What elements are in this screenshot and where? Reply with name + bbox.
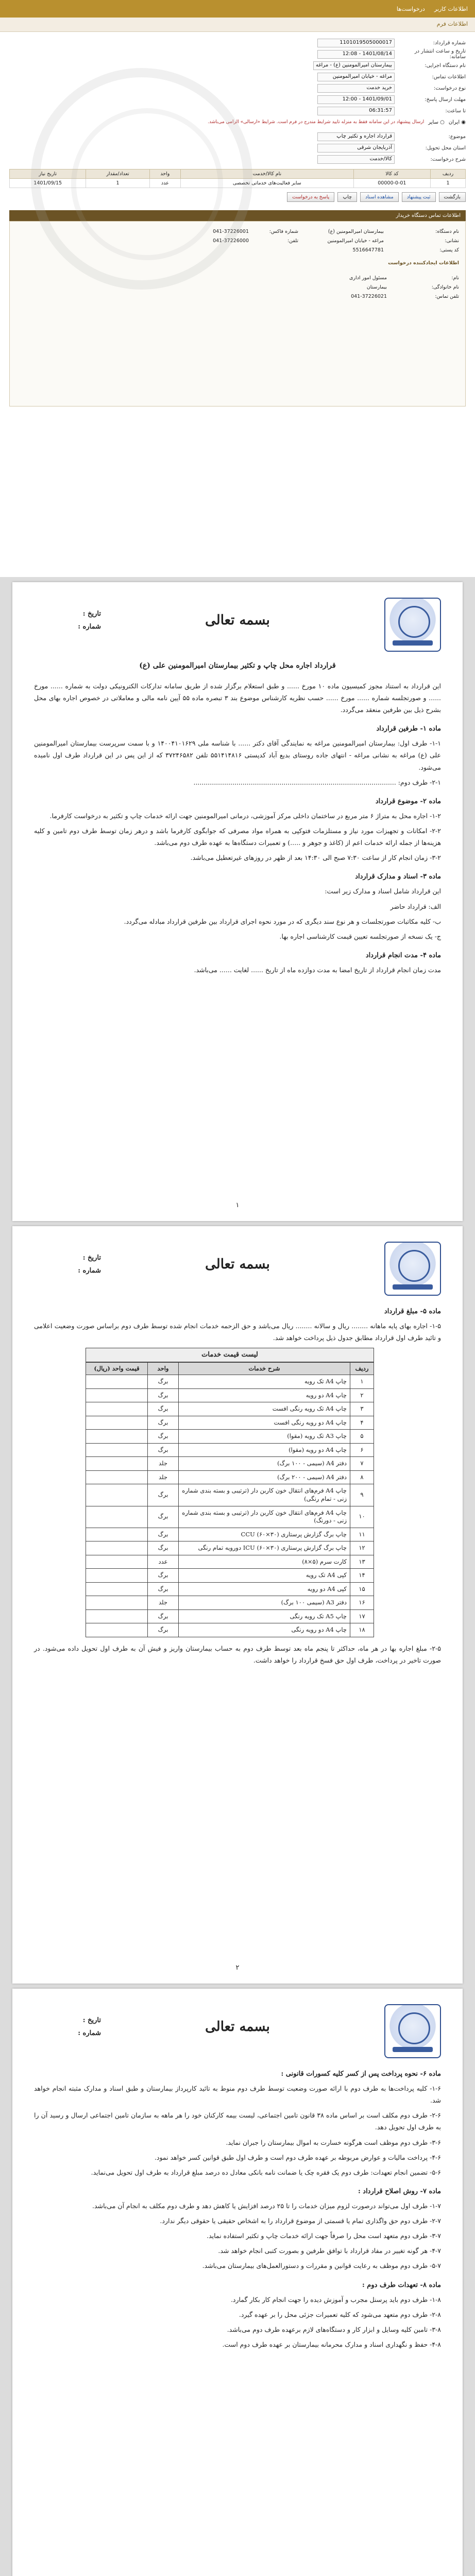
panel-value: 041-37226001 (213, 229, 249, 234)
price-table-caption: لیست قیمت خدمات (86, 1348, 374, 1362)
tab-label: اطلاعات فرم (436, 21, 468, 27)
clause-7-1: ۱-۷- طرف اول می‌تواند درصورت لزوم میزان خدمات را تا ۲۵ درصد افزایش یا کاهش دهد و طرف دوم مکلف به انجام آن می‌باشد. (92, 2201, 441, 2210)
table-row (86, 1457, 374, 1471)
field-value[interactable]: مراغه - خیابان امیرالمومنین (317, 73, 395, 81)
article-8-heading: ماده ۸- تعهدات طرف دوم : (362, 2281, 441, 2289)
article-1-heading: ماده ۱- طرفین قرارداد (376, 725, 441, 733)
goods-header-cell: واحد (149, 170, 180, 179)
price-cell (86, 1402, 148, 1416)
price-cell (86, 1443, 148, 1457)
price-cell: ۷ (350, 1457, 374, 1471)
form-row (9, 131, 466, 142)
table-row (86, 1430, 374, 1444)
form-row (9, 82, 466, 94)
goods-cell: عدد (149, 179, 180, 188)
article-2-heading: ماده ۲- موضوع قرارداد (375, 797, 441, 805)
table-row (86, 1443, 374, 1457)
table-row (86, 1609, 374, 1623)
table-row (86, 1416, 374, 1430)
field-label: شرح درخواست: (430, 156, 466, 162)
notice-text: ارسال پیشنهاد در این سامانه فقط به منزله تایید شرایط مندرج در فرم است. شرایط «ارسالی» الزامی می‌باشد. (208, 120, 425, 125)
goods-header-cell: تعداد/مقدار (86, 170, 149, 179)
contract-title: قرارداد اجاره محل چاپ و تکثیر بیمارستان امیرالمومنین علی (ع) (139, 662, 336, 670)
price-cell (86, 1541, 148, 1555)
creator-title: اطلاعات ایجادکننده درخواست (388, 260, 459, 266)
price-cell: برگ (148, 1375, 179, 1389)
topbar-link-user[interactable]: اطلاعات کاربر (434, 5, 468, 12)
article-7-heading: ماده ۷- روش اصلاح قرارداد : (358, 2187, 441, 2195)
field-value[interactable]: خرید خدمت (317, 84, 395, 93)
action-button[interactable]: ثبت پیشنهاد (402, 192, 436, 202)
goods-cell: 1 (86, 179, 149, 188)
table-row (86, 1541, 374, 1555)
panel-value: 5516647781 (352, 247, 384, 253)
goods-cell: 00000-0-01 (353, 179, 430, 188)
field-label: موضوع: (448, 133, 466, 140)
price-cell: کارت سرم (۵×۸) (179, 1555, 350, 1569)
action-button[interactable]: پاسخ به درخواست (287, 192, 334, 202)
price-cell (86, 1470, 148, 1484)
field-value[interactable]: 1101019505000017 (317, 39, 395, 47)
table-row (86, 1484, 374, 1506)
table-row (86, 1623, 374, 1637)
clause-8-2: ۲-۸- طرف دوم متعهد می‌شود که کلیه تعمیرات جزئی محل را بر عهده گیرد. (239, 2310, 441, 2318)
panel-label: نام خانوادگی: (431, 284, 459, 290)
price-header-cell: قیمت واحد (ریال) (86, 1362, 148, 1375)
article-5-heading: ماده ۵- مبلغ قرارداد (384, 1308, 441, 1315)
contract-page-3 (12, 1989, 463, 2576)
price-cell: برگ (148, 1623, 179, 1637)
form-row (9, 142, 466, 154)
field-label: نام دستگاه اجرایی: (425, 62, 466, 69)
panel-label: نام دستگاه: (435, 229, 459, 234)
goods-header-cell: نام کالا/خدمت (180, 170, 353, 179)
field-value[interactable]: آذربایجان شرقی (317, 144, 395, 152)
price-cell: ۴ (350, 1416, 374, 1430)
table-row (86, 1402, 374, 1416)
price-cell: ۱۱ (350, 1528, 374, 1541)
page-number: ۲ (235, 1963, 240, 1972)
clause-2-2: ۲-۲- امکانات و تجهیزات مورد نیاز و مستلزمات فتوکپی به همراه مواد مصرفی که جوابگوی کارفرما باشد و درهر زمان توسط طرف دوم تامین و کلیه هزینه‌ها از جمله ارائه خدمات اعم از (کاغذ و جوهر و .....) و تعمیرات دستگاه‌ها به عهده طرف دوم می‌باشد. (34, 826, 441, 847)
field-label: استان محل تحویل: (425, 145, 466, 151)
clause-6-5: ۵-۶- تضمین انجام تعهدات: طرف دوم یک فقره چک یا ضمانت نامه بانکی معادل ده درصد مبلغ قرارداد به طرف اول تحویل می‌نماید. (91, 2168, 441, 2176)
table-row (86, 1375, 374, 1389)
price-cell (86, 1596, 148, 1610)
action-button[interactable]: مشاهده اسناد (360, 192, 399, 202)
number-label: شماره : (78, 622, 101, 631)
price-cell: چاپ A4 دو رویه (مقوا) (179, 1443, 350, 1457)
field-value[interactable]: 1401/08/14 - 12:08 (317, 50, 395, 59)
form-row (9, 154, 466, 165)
price-cell (86, 1528, 148, 1541)
price-cell: برگ (148, 1569, 179, 1583)
action-button[interactable]: چاپ (337, 192, 357, 202)
date-number-block (34, 608, 101, 633)
tab-form-info[interactable] (0, 18, 475, 32)
clause-8-3: ۳-۸- تامین کلیه وسایل و ابزار کار و دستگاه‌های لازم برعهده طرف دوم می‌باشد. (227, 2325, 441, 2333)
panel-label: کد پستی: (439, 247, 459, 253)
table-row (86, 1528, 374, 1541)
price-header-cell: واحد (148, 1362, 179, 1375)
date-number-block (34, 1252, 101, 1277)
price-cell: چاپ A4 دو رویه رنگی افست (179, 1416, 350, 1430)
panel-value: بیمارستان (366, 284, 387, 290)
price-cell: ۱۰ (350, 1506, 374, 1528)
clause-6-2: ۲-۶- طرف دوم مکلف است بر اساس ماده ۳۸ قانون تامین اجتماعی، لیست بیمه کارکنان خود را هر ماهه به سازمان تامین اجتماعی ارسال و رسید آن را به طرف اول تحویل دهد. (34, 2111, 441, 2131)
radio-other[interactable]: ○ سایر (428, 119, 445, 125)
action-button[interactable]: بازگشت (439, 192, 466, 202)
price-cell: برگ (148, 1528, 179, 1541)
top-bar (0, 0, 475, 18)
contract-page-1 (12, 582, 463, 1221)
article-3-heading: ماده ۳- اسناد و مدارک قرارداد (355, 873, 441, 881)
goods-cell: 1 (431, 179, 466, 188)
price-cell: جلد (148, 1596, 179, 1610)
radio-other-label: سایر (428, 119, 438, 125)
request-form (0, 32, 475, 165)
price-cell: ۵ (350, 1430, 374, 1444)
clause-4-text: مدت زمان انجام قرارداد از تاریخ امضا به مدت دوازده ماه از تاریخ ...... لغایت ...... می‌باشد. (194, 965, 441, 974)
table-row (86, 1388, 374, 1402)
table-row (10, 179, 466, 188)
form-row (9, 71, 466, 82)
price-header-cell: ردیف (350, 1362, 374, 1375)
price-cell (86, 1430, 148, 1444)
price-table (86, 1348, 374, 1637)
field-value[interactable]: قرارداد اجاره و تکثیر چاپ (317, 132, 395, 141)
page-number: ۱ (235, 1201, 240, 1209)
table-row (86, 1506, 374, 1528)
price-cell (86, 1609, 148, 1623)
price-cell: برگ (148, 1484, 179, 1506)
contract-page-2 (12, 1226, 463, 1984)
price-cell: برگ (148, 1430, 179, 1444)
price-cell: ۳ (350, 1402, 374, 1416)
field-label: شماره قرارداد: (433, 40, 466, 46)
price-cell: دفتر A4 (سیمی - ۱۰۰ برگ) (179, 1457, 350, 1471)
portal-screen (0, 0, 475, 577)
clause-8-4: ۴-۸- حفظ و نگهداری اسناد و مدارک محرمانه بیمارستان بر عهده طرف دوم است. (222, 2341, 441, 2349)
field-value[interactable]: بیمارستان امیرالمومنین (ع) - مراغه (313, 61, 395, 70)
price-cell: کپی A4 دو رویه (179, 1582, 350, 1596)
price-cell: عدد (148, 1555, 179, 1569)
clause-7-4: ۴-۷- هر گونه تغییر در مفاد قرارداد با توافق طرفین و بصورت کتبی انجام خواهد شد. (218, 2247, 441, 2255)
panel-label: نشانی: (445, 238, 459, 244)
price-cell: ۱۴ (350, 1569, 374, 1583)
price-cell: چاپ برگ گزارش پرستاری CCU (۶۰×۳۰) (179, 1528, 350, 1541)
article-6-heading: ماده ۶- نحوه پرداخت پس از کسر کلیه کسورات قانونی : (281, 2070, 441, 2078)
price-cell: چاپ A5 تک رویه رنگی (179, 1609, 350, 1623)
price-cell: چاپ A4 فرم‌های انتقال خون کاربن دار (ترتیبی و بسته بندی شماره زنی - تمام رنگی) (179, 1484, 350, 1506)
radio-iran-label: ایران (448, 119, 460, 125)
price-header-cell: شرح خدمات (179, 1362, 350, 1375)
field-label: نوع درخواست: (433, 85, 466, 91)
goods-table (9, 169, 466, 188)
page-title: بسمه تعالی (205, 613, 270, 628)
clause-6-1: ۱-۶- کلیه پرداخت‌ها به طرف دوم با ارائه صورت وضعیت توسط طرف دوم منوط به تائید کارپرداز بیمارستان و طبق اسناد و مدارک مثبته انجام خواهد شد. (34, 2084, 441, 2105)
form-row (9, 105, 466, 116)
country-options (9, 116, 466, 128)
form-row (9, 48, 466, 60)
price-cell: چاپ A4 دو رویه رنگی (179, 1623, 350, 1637)
price-cell: ۱۷ (350, 1609, 374, 1623)
date-label: تاریخ : (82, 1254, 101, 1262)
price-cell: برگ (148, 1609, 179, 1623)
price-cell (86, 1416, 148, 1430)
price-cell: کپی A4 تک رویه (179, 1569, 350, 1583)
price-cell: ۶ (350, 1443, 374, 1457)
panel-value (172, 247, 249, 253)
price-cell: ۱۵ (350, 1582, 374, 1596)
date-label: تاریخ : (82, 610, 101, 618)
price-cell: ۱۲ (350, 1541, 374, 1555)
price-cell: ۲ (350, 1388, 374, 1402)
page-title: بسمه تعالی (205, 2019, 270, 2035)
price-cell (86, 1569, 148, 1583)
price-cell: برگ (148, 1416, 179, 1430)
price-cell (86, 1388, 148, 1402)
number-label: شماره : (78, 2029, 101, 2037)
price-cell: ۱۳ (350, 1555, 374, 1569)
panel-value: 041-37226021 (351, 294, 387, 299)
page-title: بسمه تعالی (205, 1257, 270, 1272)
field-value[interactable]: کالا/خدمت (317, 155, 395, 164)
price-cell: دفتر A3 (سیمی ۱۰۰ برگ) (179, 1596, 350, 1610)
goods-header-cell: کد کالا (353, 170, 430, 179)
clause-3-c: ج- یک نسخه از صورتجلسه تعیین قیمت کارشناسی اجاره بها. (279, 932, 441, 940)
clause-6-3: ۳-۶- طرف دوم موظف است هرگونه خسارت به اموال بیمارستان را جبران نماید. (226, 2138, 441, 2146)
price-cell: ۸ (350, 1470, 374, 1484)
price-cell: برگ (148, 1443, 179, 1457)
price-cell: چاپ A4 تک رویه رنگی افست (179, 1402, 350, 1416)
clause-6-4: ۴-۶- پرداخت مالیات و عوارض مربوطه بر عهده طرف دوم است و طرف اول طبق قوانین کسر خواهد نمود. (154, 2153, 441, 2161)
field-value[interactable]: 1401/09/01 - 12:00 (317, 95, 395, 104)
form-row (9, 37, 466, 48)
price-cell (86, 1457, 148, 1471)
table-row (86, 1596, 374, 1610)
field-label: اطلاعات تماس: (432, 74, 466, 80)
goods-cell: سایر فعالیت‌های خدماتی تخصصی (180, 179, 353, 188)
form-row (9, 60, 466, 71)
goods-header-cell: ردیف (431, 170, 466, 179)
clause-5-2: ۲-۵- مبلغ اجاره بها در هر ماه، حداکثر تا پنجم ماه بعد توسط طرف دوم به حساب بیمارستان واریز و فیش آن به طرف اول تحویل داده می‌شود. در صورت تاخیر در پرداخت، طرف اول حق فسخ قرارداد را خواهد داشت. (34, 1644, 441, 1664)
panel-value: بیمارستان امیرالمومنین (ع) (328, 229, 384, 234)
price-cell (86, 1623, 148, 1637)
panel-label: شماره فاکس: (269, 229, 298, 234)
field-label: مهلت ارسال پاسخ: (425, 96, 466, 103)
clause-2-3: ۳-۲- زمان انجام کار از ساعت ۷:۳۰ صبح الی ۱۴:۳۰ بعد از ظهر در روزهای غیرتعطیل می‌باشد. (190, 854, 441, 862)
price-cell (86, 1555, 148, 1569)
price-cell: برگ (148, 1506, 179, 1528)
number-label: شماره : (78, 1266, 101, 1275)
price-cell: جلد (148, 1470, 179, 1484)
price-cell: ۱۶ (350, 1596, 374, 1610)
price-cell: ۱۸ (350, 1623, 374, 1637)
field-label: تاریخ و ساعت انتشار در سامانه: (414, 48, 466, 60)
price-cell: برگ (148, 1582, 179, 1596)
clause-7-2: ۲-۷- طرف دوم حق واگذاری تمام یا قسمتی از موضوع قرارداد را به اشخاص حقیقی یا حقوقی دیگر ندارد. (160, 2217, 441, 2225)
panel-value: مراغه - خیابان امیرالمومنین (327, 238, 384, 244)
panel-value: 041-37226000 (213, 238, 249, 244)
price-cell: چاپ A4 فرم‌های انتقال خون کاربن دار (ترتیبی و بسته بندی شماره زنی - دورنگ) (179, 1506, 350, 1528)
clause-7-5: ۵-۷- طرف دوم موظف به رعایت قوانین و مقررات و دستورالعمل‌های بیمارستان می‌باشد. (202, 2262, 441, 2270)
price-cell: چاپ A4 تک رویه (179, 1375, 350, 1389)
clause-5-1: ۱-۵- اجاره بهای پایه ماهانه ........ ریال و سالانه ........ ریال می‌باشد و حق الزحمه خدمات انجام شده توسط طرف دوم براساس صورت وضعیت اعلامی و تائید طرف اول قرارداد مطابق جدول ذیل پرداخت خواهد شد. (34, 1322, 441, 1342)
goods-header-cell: تاریخ نیاز (10, 170, 86, 179)
date-label: تاریخ : (82, 2016, 101, 2024)
price-cell: جلد (148, 1457, 179, 1471)
table-row (86, 1470, 374, 1484)
price-cell (86, 1506, 148, 1528)
price-cell: چاپ A4 دو رویه (179, 1388, 350, 1402)
panel-label: نام: (451, 275, 459, 281)
price-cell (86, 1582, 148, 1596)
price-cell: ۹ (350, 1484, 374, 1506)
price-cell: دفتر A4 (سیمی - ۲۰۰ برگ) (179, 1470, 350, 1484)
price-cell (86, 1375, 148, 1389)
form-row (9, 94, 466, 105)
clause-1-2: ۲-۱- طرف دوم: ................................................................................................... (193, 778, 441, 786)
panel-label (252, 247, 298, 253)
date-number-block (34, 2014, 101, 2040)
panel-label: تلفن: (287, 238, 298, 244)
action-buttons (0, 188, 475, 206)
panel-label: تلفن تماس: (435, 294, 459, 299)
clause-2-1: ۱-۲- اجاره محل به متراژ ۶ متر مربع در ساختمان داخلی مرکز آموزشی، درمانی امیرالمومنین جهت ارائه خدمات چاپ و تکثیر به درخواست کارفرما. (49, 811, 441, 820)
panel-value: مسئول امور اداری (349, 275, 387, 281)
clause-8-1: ۱-۸- طرف دوم باید پرسنل مجرب و آموزش دیده را جهت انجام کار بکار گمارد. (230, 2295, 441, 2303)
clause-3-text: این قرارداد شامل اسناد و مدارک زیر است: (325, 887, 441, 895)
price-cell: ۱ (350, 1375, 374, 1389)
price-cell: چاپ A3 تک رویه (مقوا) (179, 1430, 350, 1444)
radio-iran[interactable]: ◉ ایران (448, 119, 466, 125)
clause-7-3: ۳-۷- طرف دوم متعهد است محل را صرفاً جهت ارائه خدمات چاپ و تکثیر استفاده نماید. (207, 2232, 441, 2240)
table-row (86, 1582, 374, 1596)
table-row (86, 1569, 374, 1583)
price-cell: برگ (148, 1388, 179, 1402)
topbar-link-requests[interactable]: درخواست‌ها (396, 5, 425, 12)
clause-1-1: ۱-۱- طرف اول: بیمارستان امیرالمومنین مراغه به نمایندگی آقای دکتر ...... با شناسه ملی ۱۴۰۰۴۱۰۱۶۲۹ و با سمت سرپرست بیمارستان امیرالمومنین علی (ع) مراغه به نشانی مراغه - انتهای جاده روستای بدیع آباد کدپستی ۵۵۱۴۱۴۸۱۶ تلفن ۳۷۲۴۶۵۸۲ که از این پس در این قرارداد طرف اول نامیده می‌شود. (34, 739, 441, 771)
price-cell (86, 1484, 148, 1506)
clause-3-a: الف: قرارداد حاضر (390, 902, 441, 910)
clause-3-b: ب- کلیه مکاتبات صورتجلسات و هر نوع سند دیگری که در مورد نحوه اجرای قرارداد بین طرفین قرارداد مبادله می‌گردد. (124, 917, 441, 925)
field-label: تا ساعت: (445, 108, 466, 114)
price-cell: چاپ برگ گزارش پرستاری ICU (۶۰×۳۰) دورویه تمام رنگی (179, 1541, 350, 1555)
article-4-heading: ماده ۴- مدت انجام قرارداد (365, 951, 441, 959)
table-row (86, 1555, 374, 1569)
contact-panel-title: اطلاعات تماس دستگاه خریدار (9, 210, 466, 221)
price-cell: برگ (148, 1541, 179, 1555)
contact-panel (9, 221, 466, 406)
field-value[interactable]: 06:31:57 (317, 107, 395, 115)
price-cell: برگ (148, 1402, 179, 1416)
intro-paragraph: این قرارداد به استناد مجوز کمیسیون ماده ۱۰ مورخ ...... و طبق استعلام برگزار شده از طریق سامانه تدارکات الکترونیکی دولت به شماره ...... مورخ ...... و صورتجلسه شماره ...... مورخ ...... حسب نظریه کارشناس موضوع بند ۳ تبصره ماده ۵۵ آیین نامه مالی و معاملاتی در خصوص اجاره بهای محل بشرح ذیل بین طرفین منعقد می‌گردد. (34, 682, 441, 714)
goods-cell: 1401/09/15 (10, 179, 86, 188)
